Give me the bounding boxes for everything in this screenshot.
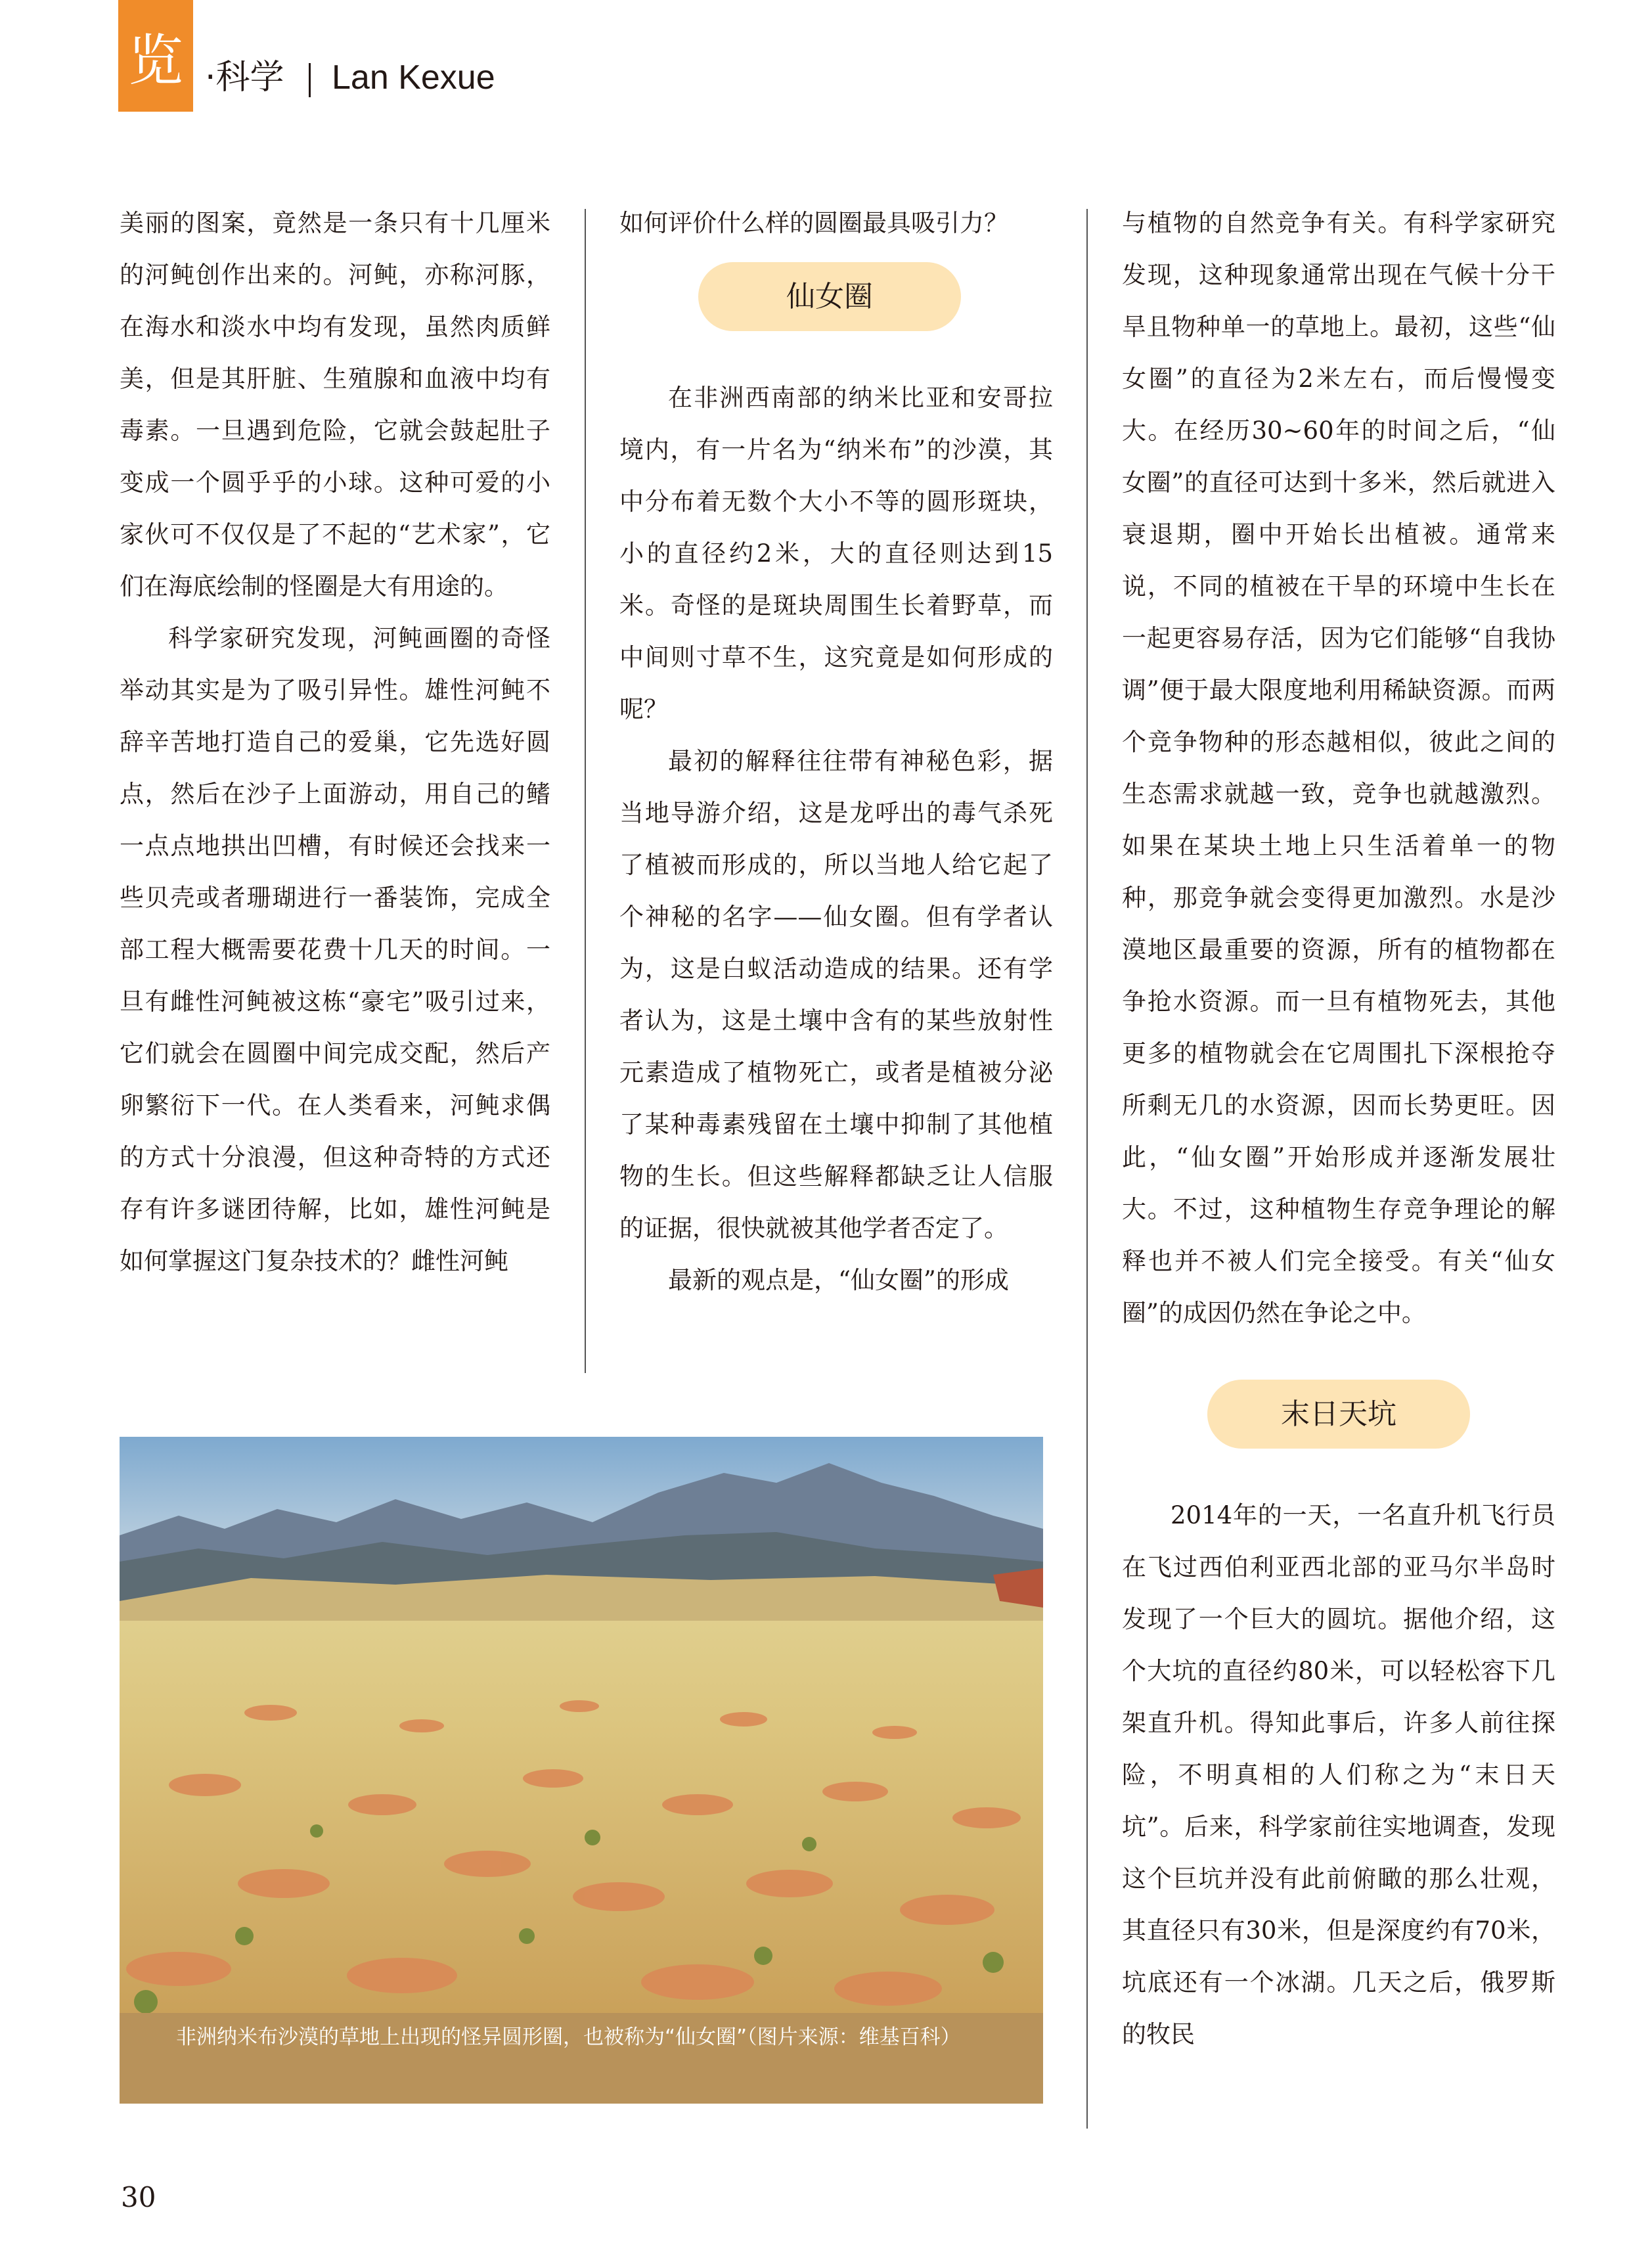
column-divider (585, 209, 586, 1373)
section-heading-doomsday-crater: 末日天坑 (1207, 1380, 1470, 1449)
paragraph: 在非洲西南部的纳米比亚和安哥拉境内，有一片名为“纳米布”的沙漠，其中分布着无数个大小不等的圆形斑块，小的直径约2米，大的直径则达到15米。奇怪的是斑块周围生长着野草，而中间则寸草不生，这究竟是如何形成的呢？ (619, 384, 1053, 723)
section-heading-fairy-circle: 仙女圈 (698, 262, 961, 331)
section-badge: 览 (118, 0, 193, 112)
text-column-2 (619, 197, 1053, 1306)
text-column-3 (1122, 197, 1555, 2060)
paragraph: 美丽的图案，竟然是一条只有十几厘米的河鲀创作出来的。河鲀，亦称河豚，在海水和淡水中均有发现，虽然肉质鲜美，但是其肝脏、生殖腺和血液中均有毒素。一旦遇到危险，它就会鼓起肚子变成一个圆乎乎的小球。这种可爱的小家伙可不仅仅是了不起的“艺术家”，它们在海底绘制的怪圈是大有用途的。 (120, 209, 550, 600)
fairy-circle-photo (120, 1437, 1043, 2104)
paragraph: 与植物的自然竞争有关。有科学家研究发现，这种现象通常出现在气候十分干旱且物种单一的草地上。最初，这些“仙女圈”的直径为2米左右，而后慢慢变大。在经历30~60年的时间之后，“仙女圈”的直径可达到十多米，然后就进入衰退期，圈中开始长出植被。通常来说，不同的植被在干旱的环境中生长在一起更容易存活，因为它们能够“自我协调”便于最大限度地利用稀缺资源。而两个竞争物种的形态越相似，彼此之间的生态需求就越一致，竞争也就越激烈。如果在某块土地上只生活着单一的物种，那竞争就会变得更加激烈。水是沙漠地区最重要的资源，所有的植物都在争抢水资源。而一旦有植物死去，其他更多的植物就会在它周围扎下深根抢夺所剩无几的水资源，因而长势更旺。因此，“仙女圈”开始形成并逐渐发展壮大。不过，这种植物生存竞争理论的解释也并不被人们完全接受。有关“仙女圈”的成因仍然在争论之中。 (1122, 209, 1555, 1327)
paragraph: 科学家研究发现，河鲀画圈的奇怪举动其实是为了吸引异性。雄性河鲀不辞辛苦地打造自己的爱巢，它先选好圆点，然后在沙子上面游动，用自己的鳍一点点地拱出凹槽，有时候还会找来一些贝壳或者珊瑚进行一番装饰，完成全部工程大概需要花费十几天的时间。一旦有雌性河鲀被这栋“豪宅”吸引过来，它们就会在圆圈中间完成交配，然后产卵繁衍下一代。在人类看来，河鲀求偶的方式十分浪漫，但这种奇特的方式还存有许多谜团待解，比如，雄性河鲀是如何掌握这门复杂技术的？雌性河鲀 (120, 624, 550, 1275)
section-title: ·科学 (205, 58, 284, 97)
header-divider (309, 63, 311, 97)
page-number: 30 (121, 2181, 156, 2213)
paragraph: 如何评价什么样的圆圈最具吸引力？ (619, 209, 1008, 237)
column-divider (1086, 209, 1088, 2129)
desert-landscape-illustration (120, 1437, 1043, 2013)
text-column-1 (120, 197, 550, 1287)
photo-caption: 非洲纳米布沙漠的草地上出现的怪异圆形圈，也被称为“仙女圈”（图片来源：维基百科） (120, 2013, 1043, 2104)
section-title-english: Lan Kexue (332, 58, 495, 97)
paragraph: 2014年的一天，一名直升机飞行员在飞过西伯利亚西北部的亚马尔半岛时发现了一个巨大的圆坑。据他介绍，这个大坑的直径约80米，可以轻松容下几架直升机。得知此事后，许多人前往探险，不明真相的人们称之为“末日天坑”。后来，科学家前往实地调查，发现这个巨坑并没有此前俯瞰的那么壮观，其直径只有30米，但是深度约有70米，坑底还有一个冰湖。几天之后，俄罗斯的牧民 (1122, 1501, 1555, 2048)
paragraph: 最初的解释往往带有神秘色彩，据当地导游介绍，这是龙呼出的毒气杀死了植被而形成的，所以当地人给它起了个神秘的名字——仙女圈。但有学者认为，这是白蚁活动造成的结果。还有学者认为，这是土壤中含有的某些放射性元素造成了植物死亡，或者是植被分泌了某种毒素残留在土壤中抑制了其他植物的生长。但这些解释都缺乏让人信服的证据，很快就被其他学者否定了。 (619, 747, 1053, 1242)
paragraph: 最新的观点是，“仙女圈”的形成 (668, 1266, 1009, 1294)
